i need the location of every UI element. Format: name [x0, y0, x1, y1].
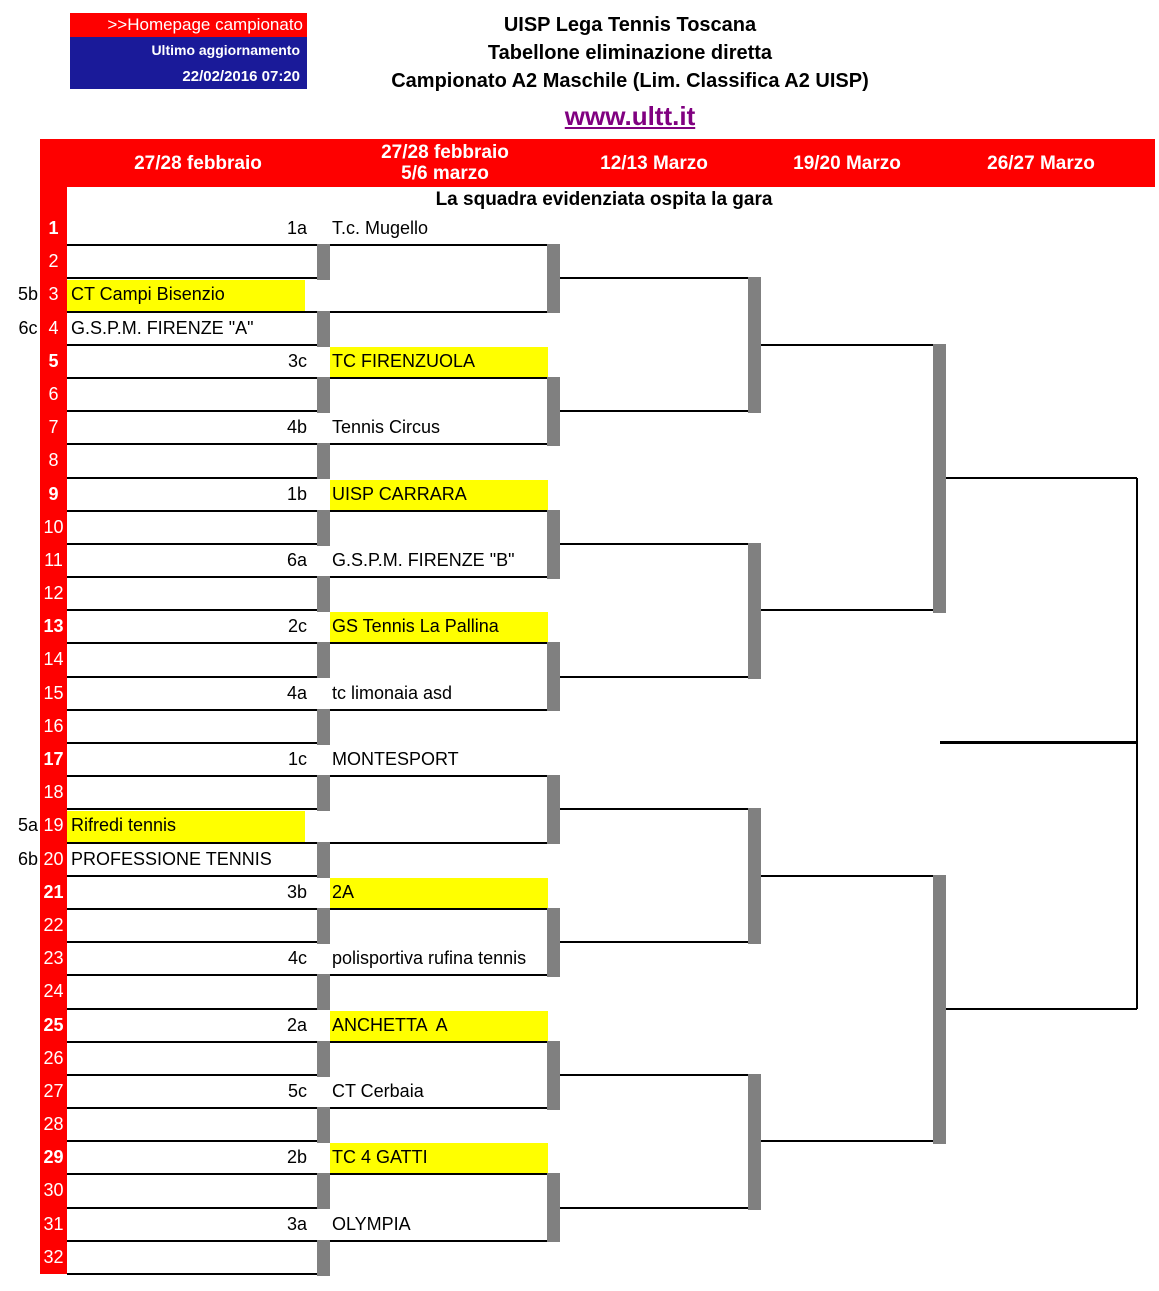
- page-subtitle: Tabellone eliminazione diretta: [487, 42, 773, 64]
- team-name: OLYMPIA: [332, 1214, 411, 1234]
- row-number: 29: [43, 1147, 64, 1167]
- round4-slot-line: [761, 344, 933, 346]
- highlight-note: La squadra evidenziata ospita la gara: [435, 189, 773, 210]
- side-label: 5b: [17, 284, 39, 304]
- row-number: 2: [48, 251, 59, 271]
- row-number: 3: [48, 284, 59, 304]
- last-update-timestamp: 22/02/2016 07:20: [182, 68, 300, 85]
- team-name: T.c. Mugello: [332, 218, 429, 238]
- round5-slot-line: [946, 1008, 1137, 1010]
- round2-slot-line: [330, 842, 560, 844]
- match-label: 1a: [286, 218, 307, 238]
- round3-slot-line: [560, 1074, 748, 1076]
- row-number: 1: [48, 218, 59, 238]
- row-number: 20: [43, 849, 64, 869]
- match-label: 4a: [286, 683, 307, 703]
- side-label: 6c: [18, 318, 38, 338]
- website-link[interactable]: www.ultt.it: [564, 101, 696, 131]
- row-number: 26: [43, 1048, 64, 1068]
- match-label: 1b: [286, 484, 307, 504]
- match-label: 2b: [286, 1147, 307, 1167]
- match-label: 4b: [286, 417, 307, 437]
- side-label: 5a: [17, 815, 39, 835]
- round3-slot-line: [560, 277, 748, 279]
- row-number: 16: [43, 716, 64, 736]
- row-number: 27: [43, 1081, 64, 1101]
- last-update-label: Ultimo aggiornamento: [151, 42, 300, 58]
- team-name: CT Campi Bisenzio: [71, 284, 225, 304]
- connector-bar: [317, 974, 330, 1010]
- connector-bar: [317, 642, 330, 678]
- connector-bar: [317, 1173, 330, 1209]
- connector-bar: [933, 344, 946, 613]
- round3-slot-line: [560, 1207, 748, 1209]
- row-number: 22: [43, 915, 64, 935]
- match-label: 5c: [287, 1081, 307, 1101]
- team-name: 2A: [332, 882, 355, 902]
- row-number: 31: [43, 1214, 64, 1234]
- row-number: 9: [48, 484, 59, 504]
- round4-slot-line: [761, 1140, 933, 1142]
- champion-line: [940, 741, 1138, 744]
- row-number: 24: [43, 981, 64, 1001]
- round2-slot-line: [330, 311, 560, 313]
- round3-slot-line: [560, 941, 748, 943]
- connector-bar: [317, 1240, 330, 1276]
- connector-bar: [317, 842, 330, 878]
- connector-bar: [547, 244, 560, 313]
- row-number: 28: [43, 1114, 64, 1134]
- match-label: 6a: [286, 550, 307, 570]
- round3-slot-line: [560, 808, 748, 810]
- team-name: Rifredi tennis: [71, 815, 177, 835]
- team-name: CT Cerbaia: [332, 1081, 424, 1101]
- connector-bar: [547, 775, 560, 844]
- round1-slot-line: [67, 1273, 330, 1275]
- row-number: 17: [43, 749, 64, 769]
- row-number: 6: [48, 384, 59, 404]
- row-number: 19: [43, 815, 64, 835]
- round-date-header: [931, 139, 1151, 187]
- connector-bar: [317, 1041, 330, 1077]
- connector-bar: [317, 377, 330, 413]
- connector-bar: [317, 1107, 330, 1143]
- row-number: 10: [43, 517, 64, 537]
- match-label: 2a: [286, 1015, 307, 1035]
- match-label: 4c: [287, 948, 307, 968]
- connector-bar: [933, 875, 946, 1144]
- row-number: 30: [43, 1180, 64, 1200]
- round-date-header: [88, 139, 308, 187]
- homepage-campionato-link[interactable]: >>Homepage campionato: [107, 15, 303, 34]
- round-date-header: [737, 139, 957, 187]
- team-name: Tennis Circus: [332, 417, 441, 437]
- date-line: 27/28 febbraio: [134, 152, 262, 174]
- connector-bar: [748, 808, 761, 944]
- championship-title: Campionato A2 Maschile (Lim. Classifica A2 UISP): [391, 70, 869, 92]
- date-line: 19/20 Marzo: [793, 152, 901, 174]
- match-label: 1c: [287, 749, 307, 769]
- title-block: [100, 11, 1159, 95]
- connector-bar: [317, 576, 330, 612]
- connector-bar: [317, 443, 330, 479]
- row-number: 14: [43, 649, 64, 669]
- row-number: 12: [43, 583, 64, 603]
- side-label: 6b: [17, 849, 39, 869]
- date-line: 5/6 marzo: [401, 163, 489, 184]
- round5-slot-line: [946, 477, 1137, 479]
- connector-bar: [748, 1074, 761, 1210]
- row-number: 11: [44, 550, 63, 570]
- match-label: 2c: [287, 616, 307, 636]
- team-name: PROFESSIONE TENNIS: [71, 849, 272, 869]
- team-name: G.S.P.M. FIRENZE "A": [71, 318, 254, 338]
- row-number: 25: [43, 1015, 64, 1035]
- date-line: 26/27 Marzo: [987, 152, 1095, 174]
- round-date-header: [544, 139, 764, 187]
- team-name: polisportiva rufina tennis: [332, 948, 527, 968]
- match-label: 3c: [287, 351, 307, 371]
- team-name: GS Tennis La Pallina: [332, 616, 499, 636]
- connector-bar: [748, 543, 761, 679]
- row-number: 8: [48, 450, 59, 470]
- match-label: 3b: [286, 882, 307, 902]
- match-label: 3a: [286, 1214, 307, 1234]
- page-title: UISP Lega Tennis Toscana: [503, 14, 757, 36]
- row-number: 15: [43, 683, 64, 703]
- connector-bar: [317, 775, 330, 811]
- round3-slot-line: [560, 676, 748, 678]
- round4-slot-line: [761, 609, 933, 611]
- round-date-header: [335, 139, 555, 187]
- team-name: TC FIRENZUOLA: [332, 351, 476, 371]
- connector-bar: [317, 510, 330, 546]
- row-number: 32: [43, 1247, 64, 1267]
- row-number: 5: [48, 351, 59, 371]
- row-number: 13: [43, 616, 64, 636]
- round3-slot-line: [560, 410, 748, 412]
- round3-slot-line: [560, 543, 748, 545]
- team-name: tc limonaia asd: [332, 683, 453, 703]
- team-name: G.S.P.M. FIRENZE "B": [332, 550, 515, 570]
- round4-slot-line: [761, 875, 933, 877]
- date-line: 27/28 febbraio: [381, 142, 509, 163]
- date-line: 12/13 Marzo: [600, 152, 708, 174]
- connector-bar: [317, 244, 330, 280]
- team-name: TC 4 GATTI: [332, 1147, 428, 1167]
- connector-bar: [748, 277, 761, 413]
- row-number: 7: [48, 417, 59, 437]
- team-name: ANCHETTA A: [332, 1015, 448, 1035]
- row-number: 23: [43, 948, 64, 968]
- row-number: 21: [43, 882, 64, 902]
- row-number: 18: [43, 782, 64, 802]
- team-name: UISP CARRARA: [332, 484, 467, 504]
- row-number: 4: [48, 318, 59, 338]
- connector-bar: [317, 311, 330, 347]
- connector-bar: [317, 908, 330, 944]
- team-name: MONTESPORT: [332, 749, 459, 769]
- connector-bar: [317, 709, 330, 745]
